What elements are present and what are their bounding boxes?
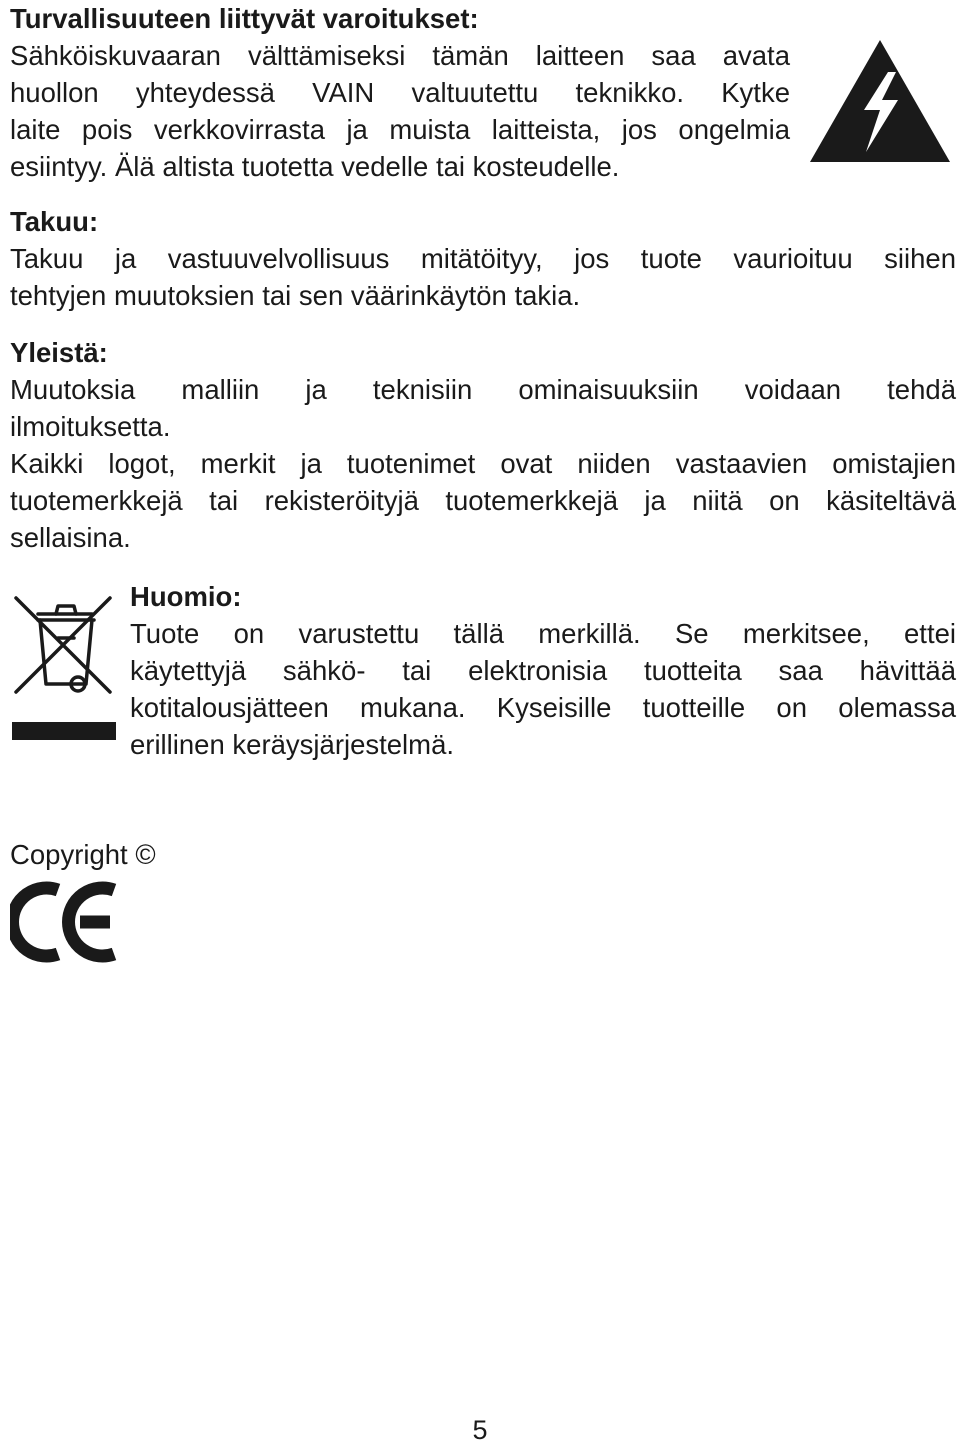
general-line: tuotemerkkejä tai rekisteröityjä tuotemerkkejä ja niitä on käsiteltävä	[10, 485, 956, 516]
ce-mark-icon	[10, 880, 118, 964]
warranty-line: Takuu ja vastuuvelvollisuus mitätöityy, jos tuote vaurioituu siihen	[10, 243, 956, 274]
notice-section	[130, 578, 956, 763]
safety-line: esiintyy. Älä altista tuotetta vedelle tai kosteudelle.	[10, 151, 620, 182]
warranty-section	[10, 203, 956, 314]
general-line: Kaikki logot, merkit ja tuotenimet ovat niiden vastaavien omistajien	[10, 448, 956, 479]
copyright-notice	[10, 836, 410, 873]
notice-line: Tuote on varustettu tällä merkillä. Se merkitsee, ettei	[130, 618, 956, 649]
notice-line: käytettyjä sähkö- tai elektronisia tuotteita saa hävittää	[130, 655, 956, 686]
safety-section	[10, 0, 790, 185]
page-number: 5	[472, 1415, 488, 1445]
warranty-heading: Takuu:	[10, 206, 99, 237]
general-section	[10, 334, 956, 556]
crossed-out-wheelie-bin-icon	[12, 592, 116, 742]
general-line: Muutoksia malliin ja teknisiin ominaisuuksiin voidaan tehdä	[10, 374, 956, 405]
notice-heading: Huomio:	[130, 581, 242, 612]
notice-line: kotitalousjätteen mukana. Kyseisille tuotteille on olemassa	[130, 692, 956, 723]
electric-shock-warning-icon	[808, 38, 952, 164]
notice-line: erillinen keräysjärjestelmä.	[130, 729, 455, 760]
general-heading: Yleistä:	[10, 337, 108, 368]
general-line: ilmoituksetta.	[10, 411, 171, 442]
warranty-line: tehtyjen muutoksien tai sen väärinkäytön takia.	[10, 280, 581, 311]
general-line: sellaisina.	[10, 522, 131, 553]
copyright-text: Copyright ©	[10, 839, 156, 870]
safety-line: laite pois verkkovirrasta ja muista laitteista, jos ongelmia	[10, 114, 790, 145]
safety-line: huollon yhteydessä VAIN valtuutettu teknikko. Kytke	[10, 77, 790, 108]
safety-heading: Turvallisuuteen liittyvät varoitukset:	[10, 3, 479, 34]
safety-line: Sähköiskuvaaran välttämiseksi tämän laitteen saa avata	[10, 40, 790, 71]
